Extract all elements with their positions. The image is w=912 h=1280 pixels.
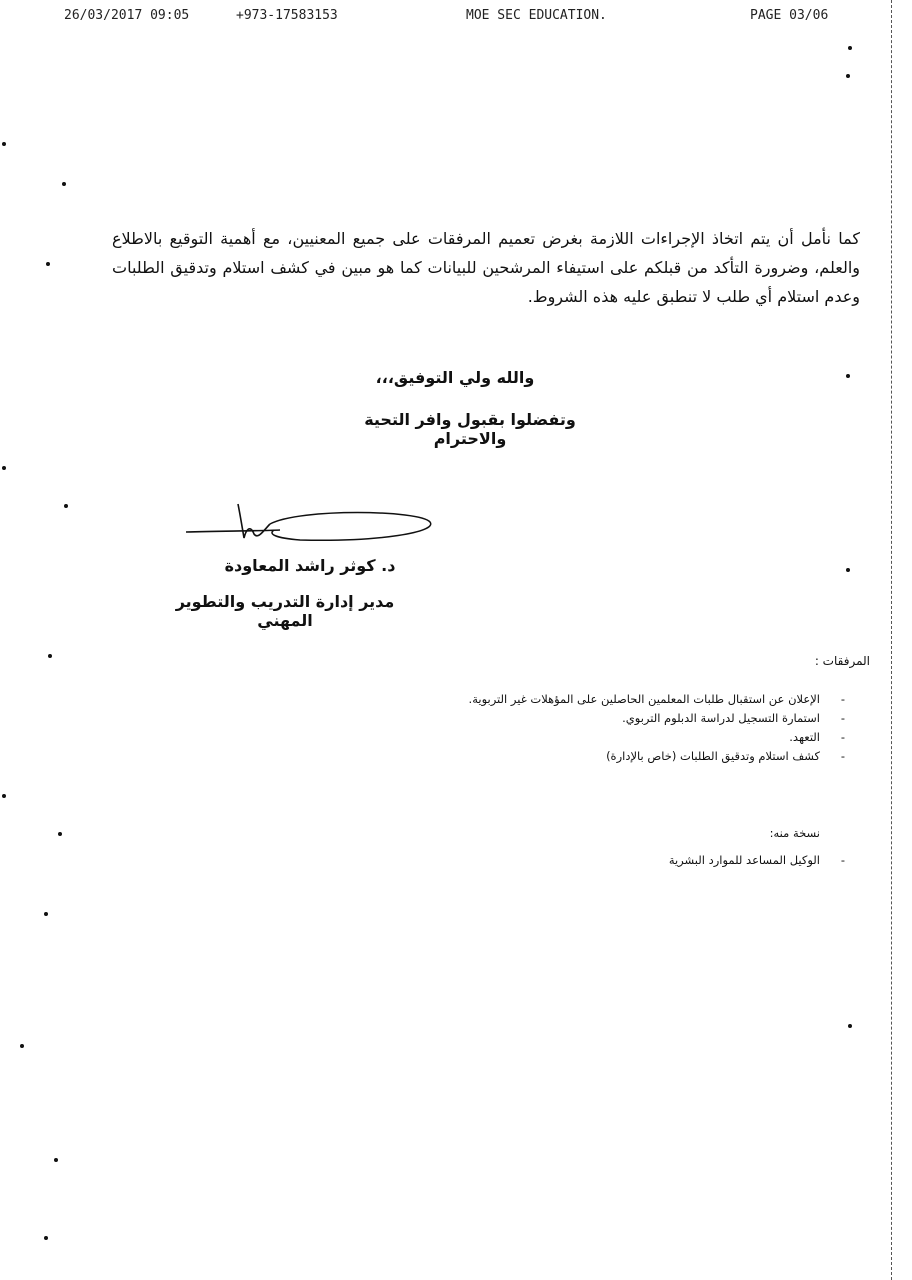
scan-speck [58,832,62,836]
attachment-item: - الإعلان عن استقبال طلبات المعلمين الحاصلين على المؤهلات غير التربوية. [380,690,850,709]
attachment-item: - استمارة التسجيل لدراسة الدبلوم التربوي. [380,709,850,728]
scan-speck [20,1044,24,1048]
copy-to-list [560,850,850,870]
scan-speck [44,912,48,916]
fax-header [0,8,912,30]
scan-speck [846,374,850,378]
attachment-item: - كشف استلام وتدقيق الطلبات (خاص بالإدارة) [380,747,850,766]
body-paragraph: كما نأمل أن يتم اتخاذ الإجراءات اللازمة بغرض تعميم المرفقات على جميع المعنيين، مع أهمية التوقيع بالاطلاع والعلم، وضرورة التأكد من قبلكم على استيفاء المرشحين للبيانات كما هو مبين في كشف استلام وتدقيق الطلبات وعدم استلام أي طلب لا تنطبق عليه هذه الشروط. [112,229,860,306]
fax-date-time: 26/03/2017 09:05 [64,8,190,23]
fax-page-number: PAGE 03/06 [750,8,829,23]
scan-speck [62,182,66,186]
attachment-text: الإعلان عن استقبال طلبات المعلمين الحاصلين على المؤهلات غير التربوية. [468,692,820,706]
scan-speck [2,142,6,146]
copy-to-item: - الوكيل المساعد للموارد البشرية [560,850,850,870]
closing-line-1: والله ولي التوفيق،،، [375,368,535,387]
scan-speck [848,1024,852,1028]
scan-speck [848,46,852,50]
attachment-text: كشف استلام وتدقيق الطلبات (خاص بالإدارة) [606,749,820,763]
copy-to-heading: نسخة منه: [769,826,820,840]
attachments-heading: المرفقات : [814,654,870,668]
attachment-text: استمارة التسجيل لدراسة الدبلوم التربوي. [622,711,820,725]
fax-sender: MOE SEC EDUCATION. [466,8,607,23]
scan-speck [846,568,850,572]
attachment-item: - التعهد. [380,728,850,747]
scan-edge-line [891,0,892,1280]
fax-phone-number: +973-17583153 [236,8,338,23]
signatory-title: مدير إدارة التدريب والتطوير المهني [175,592,395,630]
scan-speck [2,794,6,798]
scan-speck [846,74,850,78]
attachment-text: التعهد. [789,730,820,744]
handwritten-signature [180,500,440,560]
scan-speck [64,504,68,508]
scan-speck [46,262,50,266]
scan-speck [48,654,52,658]
copy-to-text: الوكيل المساعد للموارد البشرية [668,853,820,867]
scan-speck [44,1236,48,1240]
closing-line-2: وتفضلوا بقبول وافر التحية والاحترام [364,410,576,448]
scan-speck [2,466,6,470]
signatory-name: د. كوثر راشد المعاودة [224,556,396,575]
scan-speck [54,1158,58,1162]
attachments-list [380,690,850,766]
